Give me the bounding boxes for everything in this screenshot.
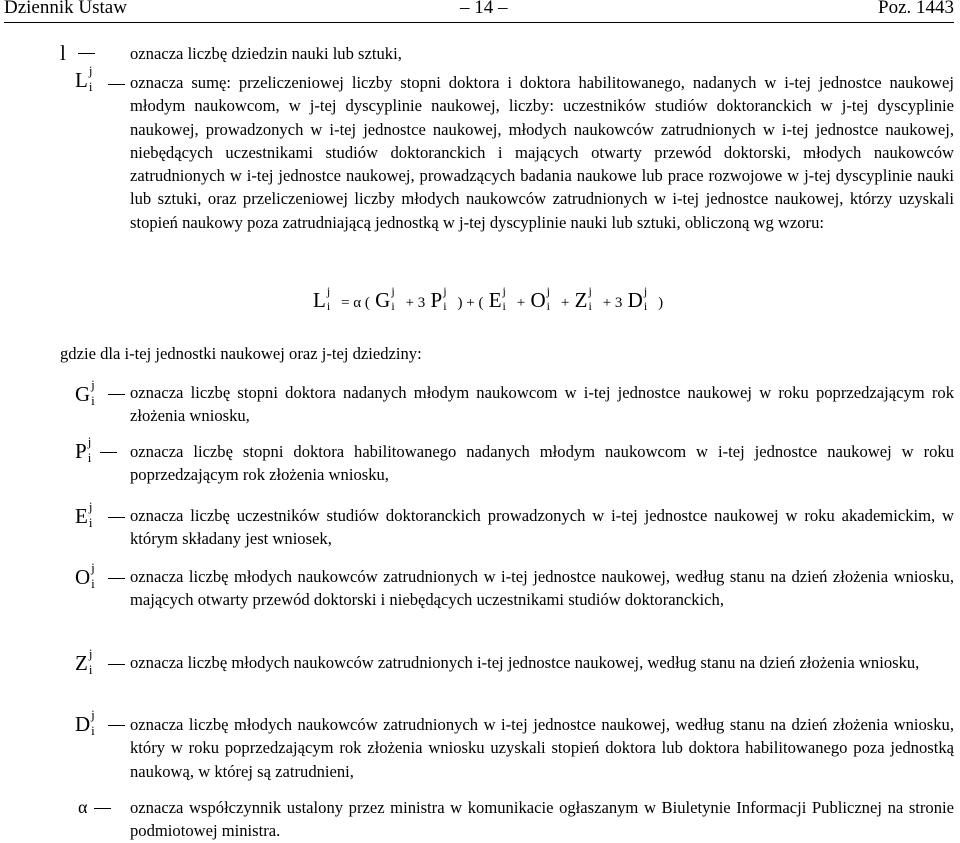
definition-text-G: oznacza liczbę stopni doktora nadanych młodym naukowcom w i-tej jednostce naukowej w roku poprzedzającym rok złożenia wniosku,: [130, 383, 954, 426]
definition-dash: [108, 725, 125, 726]
definition-text-O: oznacza liczbę młodych naukowców zatrudnionych w i-tej jednostce naukowej, według stanu na dzień złożenia wniosku, mających otwarty przewód doktorski i niebędących uczestnikami studiów doktoranckich,: [130, 567, 954, 610]
symbol-letter: P: [75, 439, 87, 463]
superscript: j: [87, 434, 92, 450]
symbol-letter: G: [75, 382, 91, 406]
symbol-letter: L: [75, 68, 88, 92]
definition-dash: [108, 394, 125, 395]
formula-G: G: [375, 288, 391, 312]
position-number: Poz. 1443: [878, 0, 954, 18]
formula-sub: i: [546, 299, 550, 314]
formula-plus: +: [516, 295, 526, 311]
formula-sub: i: [502, 299, 506, 314]
superscript: j: [88, 499, 93, 515]
formula-O: O: [530, 288, 546, 312]
subscript: i: [88, 515, 93, 531]
definition-dash: [108, 517, 125, 518]
definition-text-Z: oznacza liczbę młodych naukowców zatrudnionych i-tej jednostce naukowej, według stanu na dzień złożenia wniosku,: [130, 653, 920, 672]
formula-sub: i: [443, 299, 447, 314]
formula-sup: j: [326, 284, 331, 299]
formula-sup: j: [546, 284, 550, 299]
formula-sub: i: [391, 299, 395, 314]
formula-P: P: [430, 288, 443, 312]
definition-dash: [100, 452, 117, 453]
formula-plus3: + 3: [405, 295, 426, 311]
formula-plus3: + 3: [602, 295, 623, 311]
superscript: j: [88, 63, 93, 79]
formula-sup: j: [502, 284, 506, 299]
symbol-letter: E: [75, 504, 88, 528]
formula-sub: i: [643, 299, 648, 314]
symbol-E: [75, 499, 97, 531]
formula-plus: +: [560, 295, 570, 311]
formula-L: L: [313, 288, 326, 312]
definition-text-alpha: oznacza współczynnik ustalony przez ministra w komunikacie ogłaszanym w Biuletynie Informacji Publicznej na stronie podmiotowej ministra.: [130, 798, 954, 841]
formula-sup: j: [443, 284, 447, 299]
formula: [313, 284, 664, 314]
definition-dash: [108, 578, 125, 579]
symbol-G: [75, 377, 99, 409]
formula-D: D: [627, 288, 643, 312]
symbol-O: [75, 560, 99, 592]
page-number: – 14 –: [460, 0, 508, 18]
symbol-L: [75, 63, 97, 95]
superscript: j: [91, 707, 95, 723]
definition-dash: [78, 53, 95, 54]
definition-text-E: oznacza liczbę uczestników studiów doktoranckich prowadzonych w i-tej jednostce naukowej w roku akademickim, w którym składany jest wniosek,: [130, 506, 954, 549]
page-header: [0, 0, 960, 26]
subscript: i: [87, 450, 92, 466]
subscript: i: [91, 393, 95, 409]
definition-text-L: oznacza sumę: przeliczeniowej liczby stopni doktora i doktora habilitowanego, nadanych w i-tej jednostce naukowej młodym naukowcom, w j-tej dyscyplinie naukowej, liczby: uczestników studiów doktoranckich w j-tej dyscyplinie naukowej, prowadzonych w i-tej jednostce naukowej, młodych naukowców zatrudnionych w i-tej jednostce naukowej, niebędących uczestnikami studiów doktoranckich i mających otwarty przewód doktorski, młodych naukowców zatrudnionych w i-tej jednostce naukowej, prowadzących badania naukowe lub prace rozwojowe w j-tej dyscyplinie nauki lub sztuki, oraz przeliczeniowej liczby młodych naukowców zatrudnionych w i-tej jednostce naukowej, którzy uzyskali stopień naukowy poza zatrudniającą jednostką w j-tej dyscyplinie nauki lub sztuki, obliczoną wg wzoru:: [130, 73, 954, 232]
formula-sup: j: [391, 284, 395, 299]
definition-dash: [94, 808, 111, 809]
definition-dash: [108, 664, 125, 665]
where-intro: gdzie dla i-tej jednostki naukowej oraz j-tej dziedziny:: [60, 344, 422, 363]
symbol-letter: α: [78, 797, 88, 817]
formula-Z: Z: [574, 288, 588, 312]
subscript: i: [91, 723, 95, 739]
header-rule: [4, 22, 954, 23]
formula-close: ): [658, 295, 664, 311]
definition-text-l: oznacza liczbę dziedzin nauki lub sztuki,: [130, 44, 402, 63]
formula-sup: j: [588, 284, 592, 299]
symbol-alpha: [78, 798, 87, 816]
definition-text-D: oznacza liczbę młodych naukowców zatrudnionych w i-tej jednostce naukowej, według stanu na dzień złożenia wniosku, który w roku poprzedzającym rok złożenia wniosku uzyskali stopień doktora lub doktora habilitowanego poza jednostką naukową, w której są zatrudnieni,: [130, 715, 954, 781]
definition-text-P: oznacza liczbę stopni doktora habilitowanego nadanych młodym naukowcom w i-tej jednostce naukowej w roku poprzedzającym rok złożenia wniosku,: [130, 442, 954, 485]
superscript: j: [88, 646, 93, 662]
formula-sub: i: [326, 299, 331, 314]
symbol-l-letter: l: [60, 41, 66, 65]
symbol-letter: O: [75, 565, 91, 589]
formula-sub: i: [588, 299, 592, 314]
formula-sup: j: [643, 284, 648, 299]
formula-eq: = α (: [341, 295, 370, 311]
symbol-D: [75, 707, 99, 739]
symbol-letter: Z: [75, 651, 88, 675]
formula-E: E: [488, 288, 502, 312]
superscript: j: [91, 560, 95, 576]
symbol-l: [60, 43, 66, 64]
subscript: i: [88, 662, 93, 678]
superscript: j: [91, 377, 95, 393]
formula-mid: ) + (: [457, 295, 484, 311]
subscript: i: [91, 576, 95, 592]
definition-dash: [108, 84, 125, 85]
subscript: i: [88, 79, 93, 95]
journal-title: Dziennik Ustaw: [4, 0, 127, 18]
symbol-P: [75, 434, 96, 466]
symbol-Z: [75, 646, 97, 678]
symbol-letter: D: [75, 712, 91, 736]
